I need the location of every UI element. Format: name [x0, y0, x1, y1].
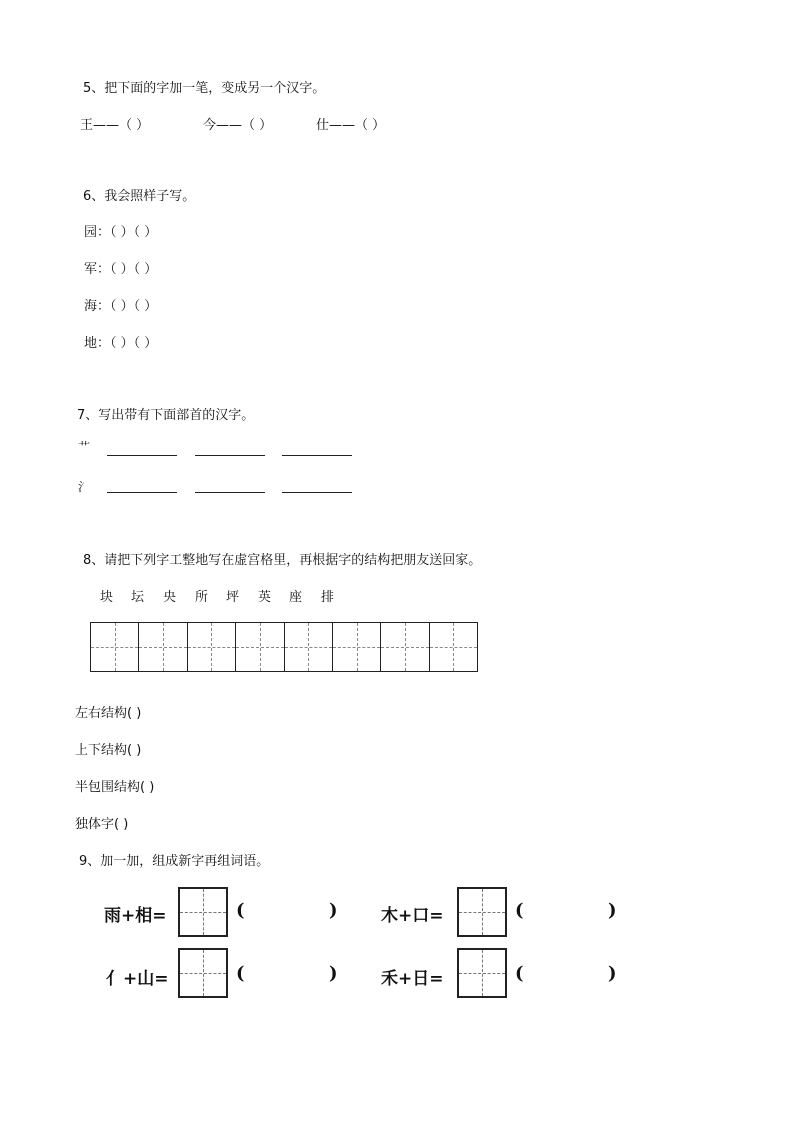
q6-row-2: 军：（ ）（ ）	[84, 262, 158, 277]
q9-paren-open: (	[515, 900, 524, 921]
q9-equation: 雨+相=	[104, 906, 167, 926]
q9-answer-box[interactable]	[178, 887, 228, 937]
q7-radical-grass: 艹	[78, 440, 91, 454]
q9-paren-close: )	[608, 900, 617, 921]
q8-title: 8、请把下列字工整地写在虚宫格里，再根据字的结构把朋友送回家。	[83, 553, 482, 568]
q9-title: 9、加一加，组成新字再组词语。	[79, 854, 270, 869]
grid-cell[interactable]	[430, 623, 477, 671]
q5-item-1: 王——（ ）	[80, 118, 150, 133]
q8-structure-top-bottom: 上下结构( )	[75, 743, 142, 758]
q8-char: 块	[100, 590, 114, 605]
q9-answer-box[interactable]	[178, 948, 228, 998]
q9-paren-close: )	[329, 900, 338, 921]
grid-cell[interactable]	[285, 623, 333, 671]
q9-equation: 禾+日=	[381, 969, 444, 989]
q8-char: 央	[163, 590, 177, 605]
q8-char: 坪	[226, 590, 240, 605]
grid-cell[interactable]	[381, 623, 429, 671]
q7-blank-line	[282, 455, 352, 456]
writing-grid	[90, 622, 478, 672]
q8-char: 座	[289, 590, 303, 605]
q8-structure-single: 独体字( )	[75, 817, 129, 832]
grid-cell[interactable]	[333, 623, 381, 671]
q7-title: 7、写出带有下面部首的汉字。	[77, 408, 255, 423]
q9-answer-box[interactable]	[457, 948, 507, 998]
grid-cell[interactable]	[91, 623, 139, 671]
q7-blank-line	[195, 455, 265, 456]
grid-cell[interactable]	[139, 623, 187, 671]
q9-paren-open: (	[236, 963, 245, 984]
q6-row-3: 海：（ ）（ ）	[84, 299, 158, 314]
q7-blank-line	[282, 492, 352, 493]
grid-cell[interactable]	[188, 623, 236, 671]
q6-row-1: 园：（ ）（ ）	[84, 225, 158, 240]
q7-blank-line	[107, 492, 177, 493]
q5-title: 5、把下面的字加一笔，变成另一个汉字。	[83, 81, 326, 96]
q8-char: 坛	[131, 590, 145, 605]
q8-structure-left-right: 左右结构( )	[75, 706, 142, 721]
q8-char: 所	[195, 590, 209, 605]
q5-item-2: 今——（ ）	[203, 118, 273, 133]
q6-title: 6、我会照样子写。	[83, 189, 196, 204]
q9-paren-open: (	[236, 900, 245, 921]
q9-paren-close: )	[608, 963, 617, 984]
q7-blank-line	[107, 455, 177, 456]
q6-row-4: 地：（ ）（ ）	[84, 336, 158, 351]
q8-structure-half-enclosed: 半包围结构( )	[75, 780, 155, 795]
q7-radical-water: 氵	[78, 480, 91, 494]
q8-char: 排	[321, 590, 335, 605]
grid-cell[interactable]	[236, 623, 284, 671]
q5-item-3: 仕——（ ）	[316, 118, 386, 133]
q7-blank-line	[195, 492, 265, 493]
q9-paren-close: )	[329, 963, 338, 984]
q9-paren-open: (	[515, 963, 524, 984]
q8-char: 英	[258, 590, 272, 605]
q9-answer-box[interactable]	[457, 887, 507, 937]
q9-equation: 亻+山=	[106, 969, 169, 989]
q9-equation: 木+口=	[381, 906, 444, 926]
